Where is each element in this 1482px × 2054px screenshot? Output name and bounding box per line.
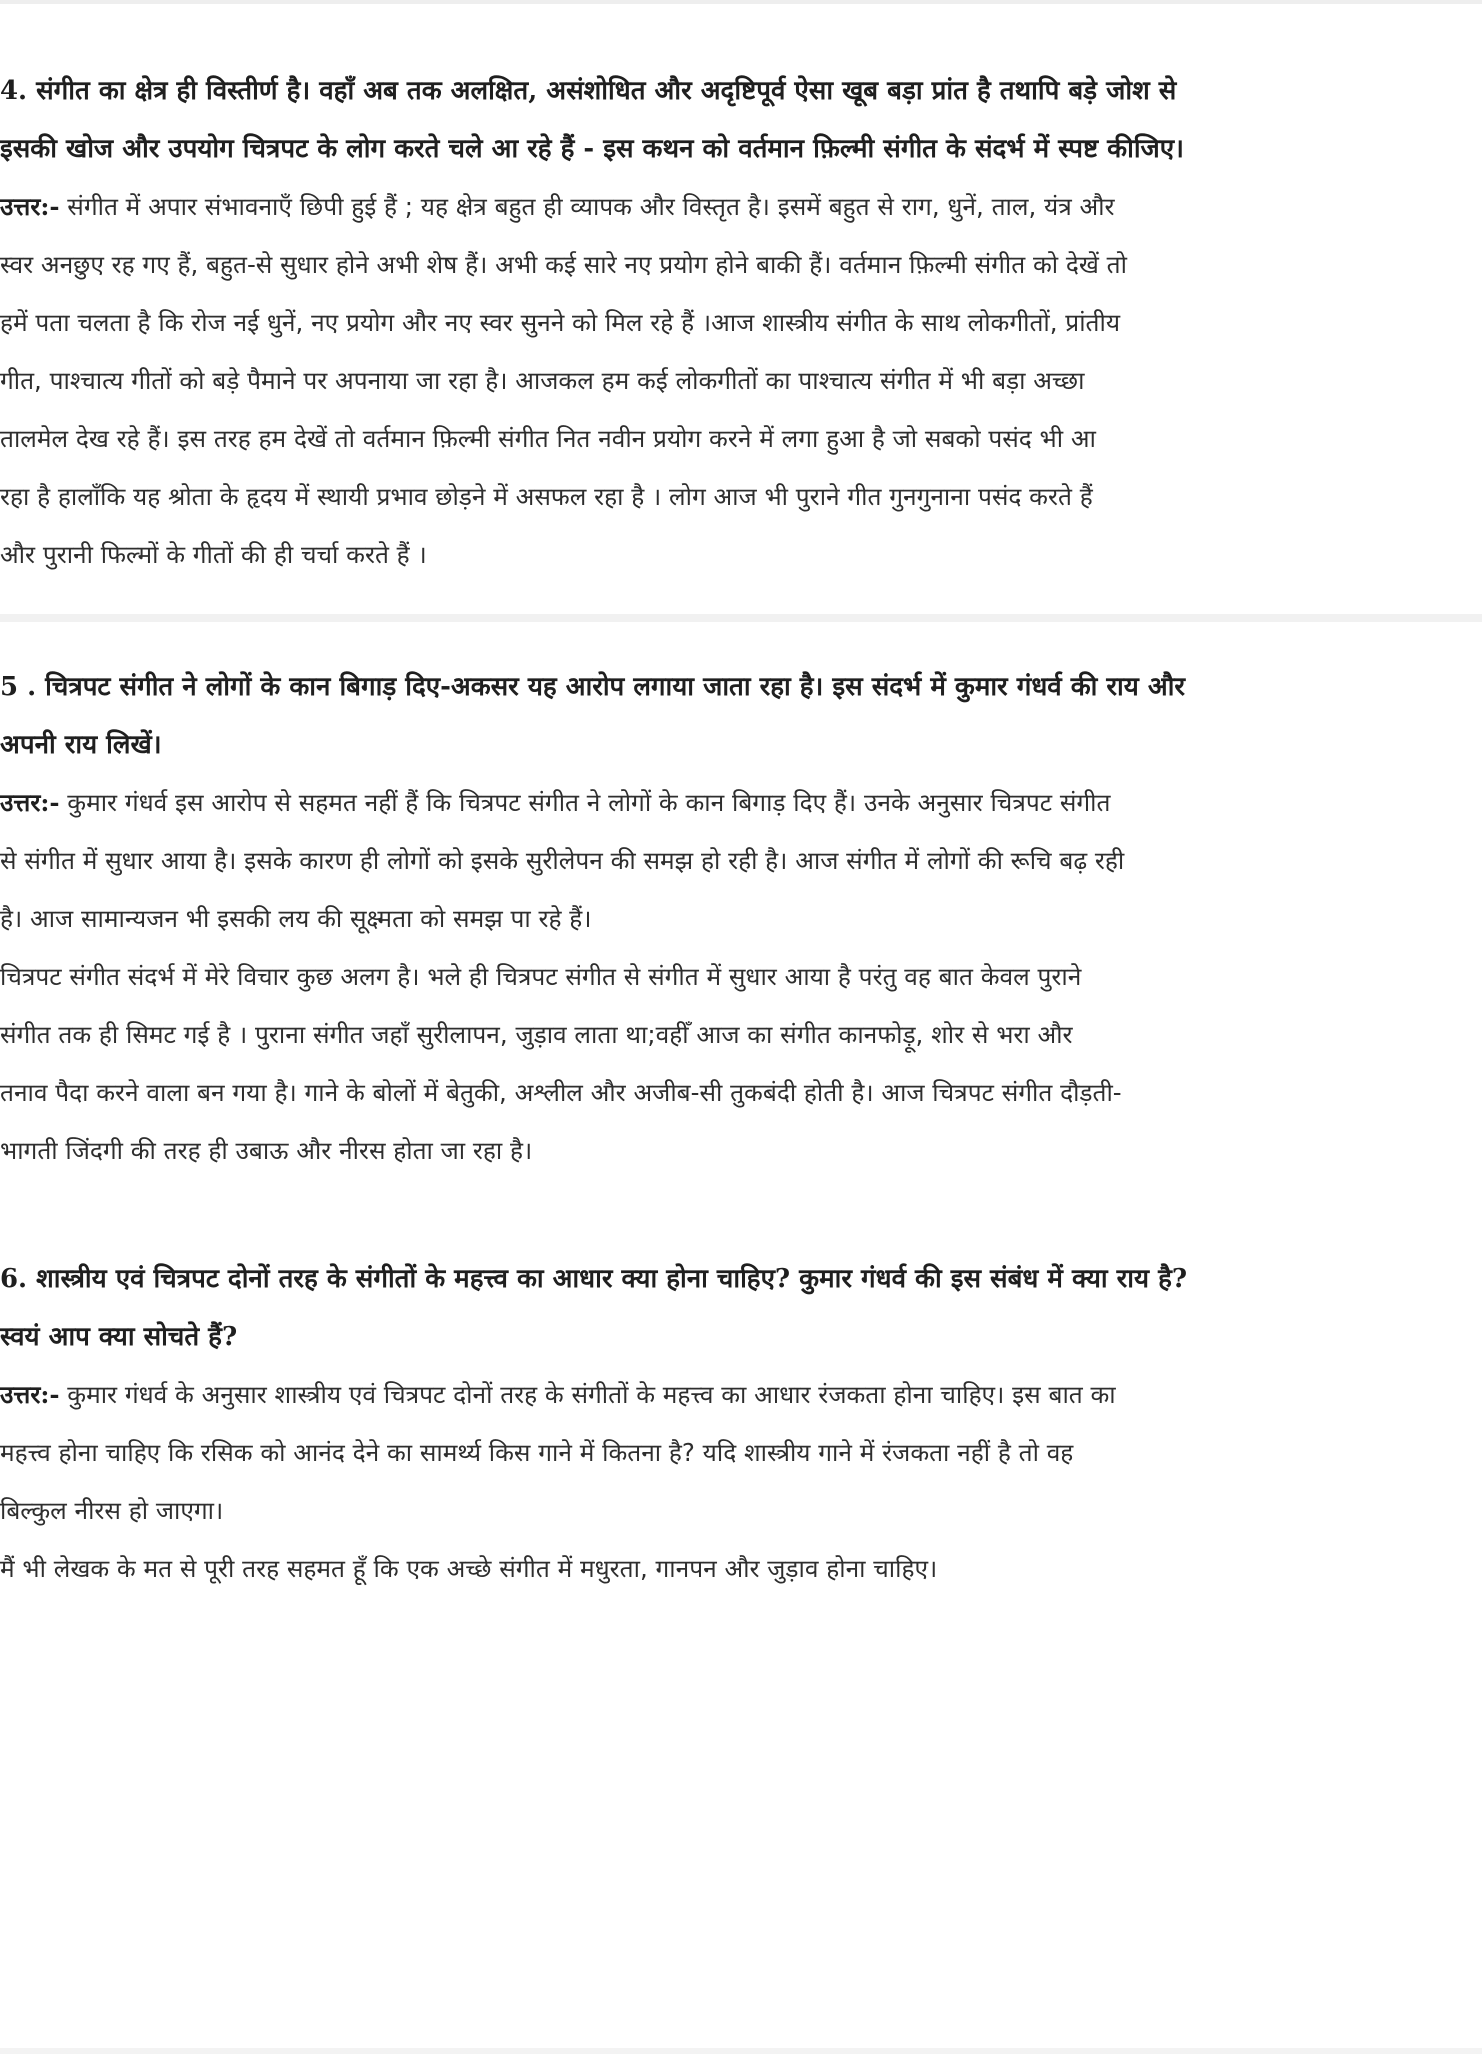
answer-line: उत्तर:- कुमार गंधर्व इस आरोप से सहमत नहीं हैं कि चित्रपट संगीत ने लोगों के कान बिगाड़ दिए हैं। उनके अनुसार चित्रपट संगीत (0, 788, 1111, 817)
question-5 (0, 658, 1478, 774)
question-4 (0, 62, 1478, 178)
qa-section-6 (0, 1250, 1478, 1598)
question-line: 5 . चित्रपट संगीत ने लोगों के कान बिगाड़ दिए-अकसर यह आरोप लगाया जाता रहा है। इस संदर्भ में कुमार गंधर्व की राय और (0, 672, 1186, 702)
qa-section-4 (0, 62, 1478, 584)
answer-label: उत्तर:- (0, 788, 60, 817)
answer-line: उत्तर:- संगीत में अपार संभावनाएँ छिपी हुई हैं ; यह क्षेत्र बहुत ही व्यापक और विस्तृत है। इसमें बहुत से राग, धुनें, ताल, यंत्र और (0, 192, 1115, 221)
question-6 (0, 1250, 1478, 1366)
answer-line: और पुरानी फिल्मों के गीतों की ही चर्चा करते हैं । (0, 540, 427, 569)
answer-line: गीत, पाश्चात्य गीतों को बड़े पैमाने पर अपनाया जा रहा है। आजकल हम कई लोकगीतों का पाश्चात्य संगीत में भी बड़ा अच्छा (0, 366, 1085, 395)
answer-line: भागती जिंदगी की तरह ही उबाऊ और नीरस होता जा रहा है। (0, 1136, 533, 1165)
answer-line: है। आज सामान्यजन भी इसकी लय की सूक्ष्मता को समझ पा रहे हैं। (0, 904, 592, 933)
answer-6-paragraph-2 (0, 1540, 1478, 1598)
answer-line: तनाव पैदा करने वाला बन गया है। गाने के बोलों में बेतुकी, अश्लील और अजीब-सी तुकबंदी होती है। आज चित्रपट संगीत दौड़ती- (0, 1078, 1122, 1107)
answer-line: संगीत तक ही सिमट गई है । पुराना संगीत जहाँ सुरीलापन, जुड़ाव लाता था;वहीँ आज का संगीत कानफोड़ू, शोर से भरा और (0, 1020, 1073, 1049)
question-line: 6. शास्त्रीय एवं चित्रपट दोनों तरह के संगीतों के महत्त्व का आधार क्या होना चाहिए? कुमार गंधर्व की इस संबंध में क्या राय है? (0, 1264, 1188, 1294)
answer-5-paragraph-1 (0, 774, 1478, 948)
answer-label: उत्तर:- (0, 192, 60, 221)
question-line: स्वयं आप क्या सोचते हैं? (0, 1322, 238, 1352)
top-border (0, 0, 1482, 4)
question-line: 4. संगीत का क्षेत्र ही विस्तीर्ण है। वहाँ अब तक अलक्षित, असंशोधित और अदृष्टिपूर्व ऐसा खूब बड़ा प्रांत है तथापि बड़े जोश से (0, 76, 1177, 106)
answer-line: महत्त्व होना चाहिए कि रसिक को आनंद देने का सामर्थ्य किस गाने में कितना है? यदि शास्त्रीय गाने में रंजकता नहीं है तो वह (0, 1438, 1074, 1467)
bottom-border (0, 2048, 1482, 2054)
answer-line: स्वर अनछुए रह गए हैं, बहुत-से सुधार होने अभी शेष हैं। अभी कई सारे नए प्रयोग होने बाकी हैं। वर्तमान फ़िल्मी संगीत को देखें तो (0, 250, 1127, 279)
answer-line: बिल्कुल नीरस हो जाएगा। (0, 1496, 224, 1525)
answer-6-paragraph-1 (0, 1366, 1478, 1540)
answer-line: रहा है हालाँकि यह श्रोता के हृदय में स्थायी प्रभाव छोड़ने में असफल रहा है । लोग आज भी पुराने गीत गुनगुनाना पसंद करते हैं (0, 482, 1093, 511)
answer-label: उत्तर:- (0, 1380, 60, 1409)
answer-4-paragraph-1 (0, 178, 1478, 584)
answer-line: चित्रपट संगीत संदर्भ में मेरे विचार कुछ अलग है। भले ही चित्रपट संगीत से संगीत में सुधार आया है परंतु वह बात केवल पुराने (0, 962, 1082, 991)
answer-line: से संगीत में सुधार आया है। इसके कारण ही लोगों को इसके सुरीलेपन की समझ हो रही है। आज संगीत में लोगों की रूचि बढ़ रही (0, 846, 1125, 875)
qa-section-5 (0, 658, 1478, 1180)
question-line: अपनी राय लिखें। (0, 730, 162, 760)
section-divider (0, 614, 1482, 622)
answer-line: तालमेल देख रहे हैं। इस तरह हम देखें तो वर्तमान फ़िल्मी संगीत नित नवीन प्रयोग करने में लगा हुआ है जो सबको पसंद भी आ (0, 424, 1096, 453)
answer-line: हमें पता चलता है कि रोज नई धुनें, नए प्रयोग और नए स्वर सुनने को मिल रहे हैं ।आज शास्त्रीय संगीत के साथ लोकगीतों, प्रांतीय (0, 308, 1121, 337)
answer-line: मैं भी लेखक के मत से पूरी तरह सहमत हूँ कि एक अच्छे संगीत में मधुरता, गानपन और जुड़ाव होना चाहिए। (0, 1554, 938, 1583)
question-line: इसकी खोज और उपयोग चित्रपट के लोग करते चले आ रहे हैं - इस कथन को वर्तमान फ़िल्मी संगीत के संदर्भ में स्पष्ट कीजिए। (0, 134, 1184, 164)
answer-5-paragraph-2 (0, 948, 1478, 1180)
answer-line: उत्तर:- कुमार गंधर्व के अनुसार शास्त्रीय एवं चित्रपट दोनों तरह के संगीतों के महत्त्व का आधार रंजकता होना चाहिए। इस बात का (0, 1380, 1116, 1409)
